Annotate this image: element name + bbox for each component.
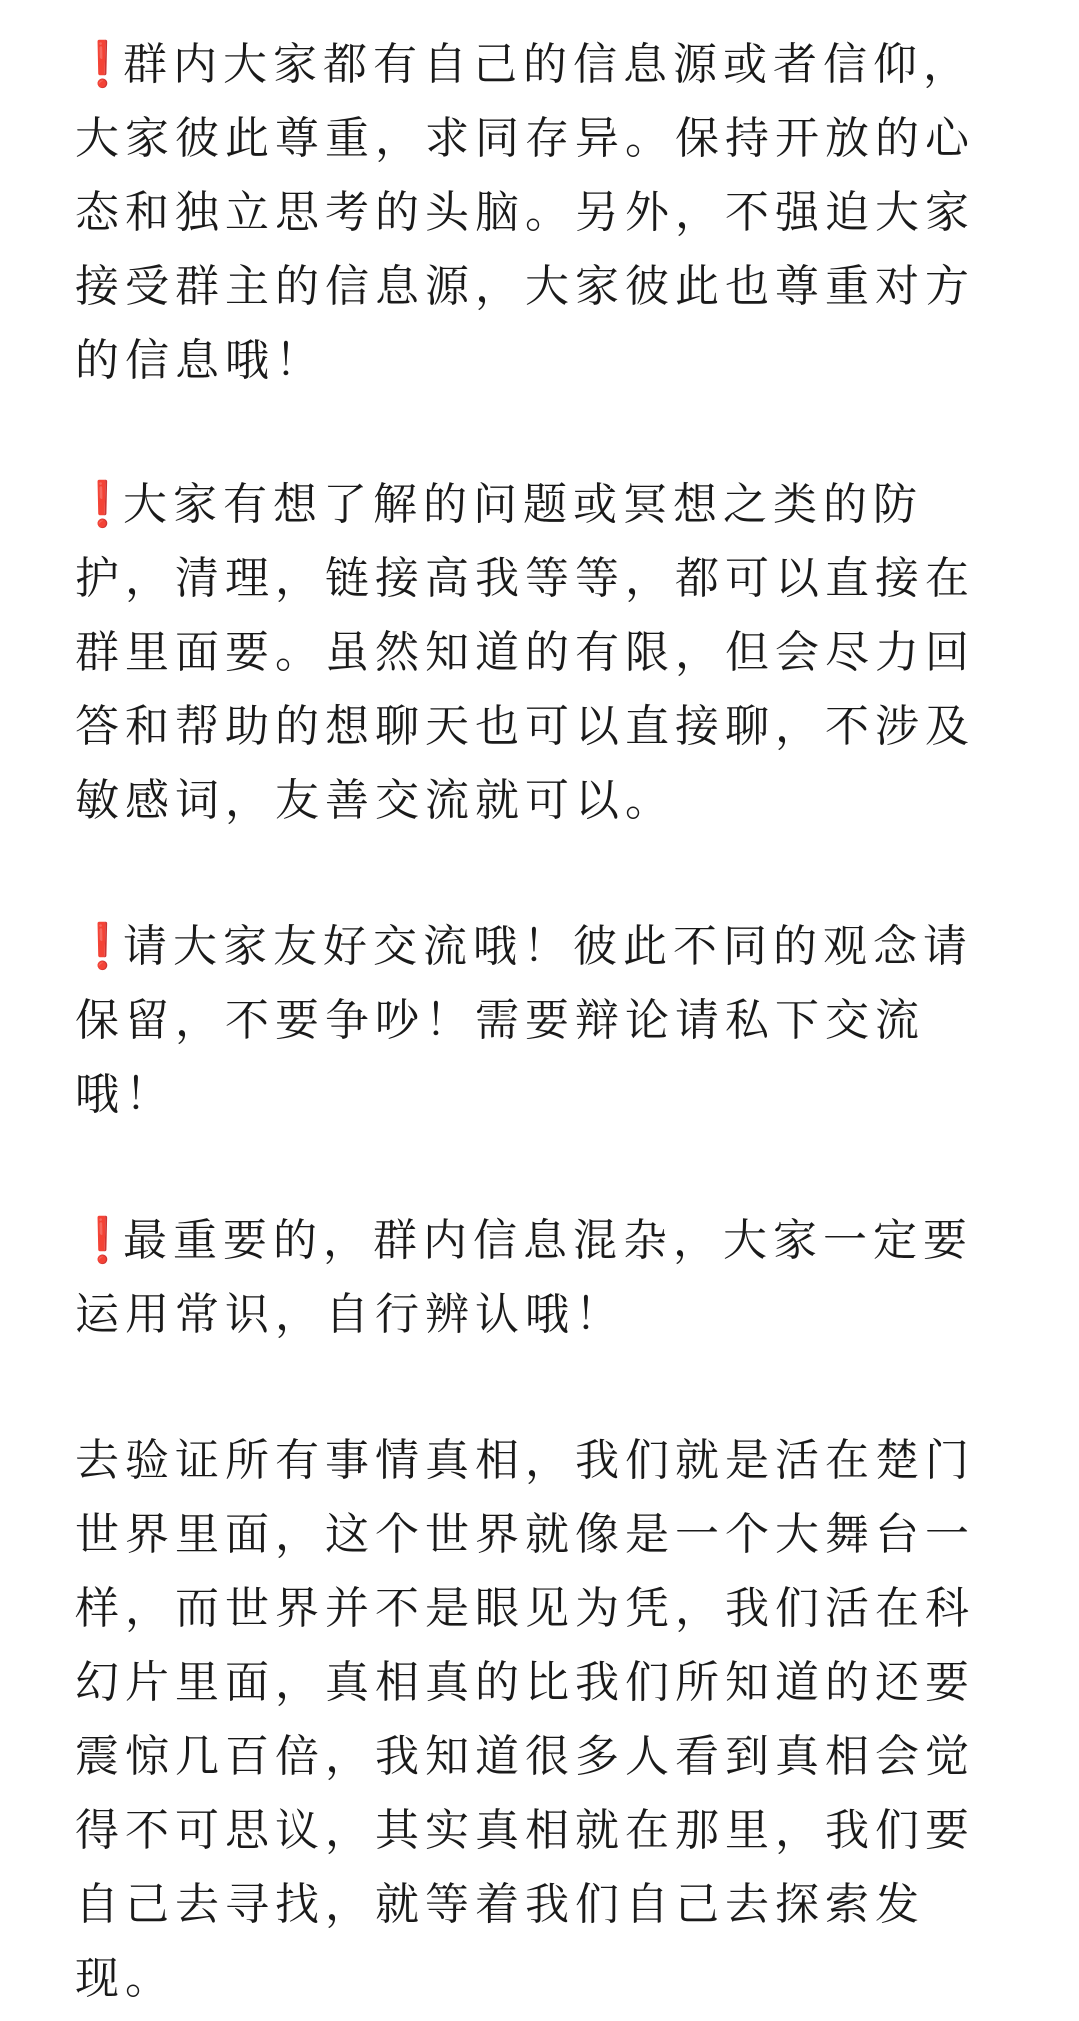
- exclamation-icon: ❗: [75, 479, 136, 530]
- exclamation-icon: ❗: [75, 39, 136, 90]
- rule-text-3: 请大家友好交流哦！彼此不同的观念请保留，不要争吵！需要辩论请私下交流哦！: [75, 921, 973, 1120]
- rule-paragraph-1: [75, 28, 1010, 398]
- rule-text-2: 大家有想了解的问题或冥想之类的防护，清理，链接高我等等，都可以直接在群里面要。虽然知道的有限，但会尽力回答和帮助的想聊天也可以直接聊，不涉及敏感词，友善交流就可以。: [75, 479, 975, 826]
- rule-paragraph-4: [75, 1204, 1010, 1352]
- exclamation-icon: ❗: [75, 1215, 136, 1266]
- rule-paragraph-2: [75, 468, 1010, 838]
- exclamation-icon: ❗: [75, 921, 136, 972]
- closing-paragraph: [75, 1424, 1010, 2016]
- rule-text-4: 最重要的，群内信息混杂，大家一定要运用常识，自行辨认哦！: [75, 1215, 973, 1340]
- rule-text-1: 群内大家都有自己的信息源或者信仰，大家彼此尊重，求同存异。保持开放的心态和独立思考的头脑。另外，不强迫大家接受群主的信息源，大家彼此也尊重对方的信息哦！: [75, 39, 975, 386]
- closing-text: 去验证所有事情真相，我们就是活在楚门世界里面，这个世界就像是一个大舞台一样，而世界并不是眼见为凭，我们活在科幻片里面，真相真的比我们所知道的还要震惊几百倍，我知道很多人看到真相会觉得不可思议，其实真相就在那里，我们要自己去寻找，就等着我们自己去探索发现。: [75, 1435, 975, 2004]
- rule-paragraph-3: [75, 910, 1010, 1132]
